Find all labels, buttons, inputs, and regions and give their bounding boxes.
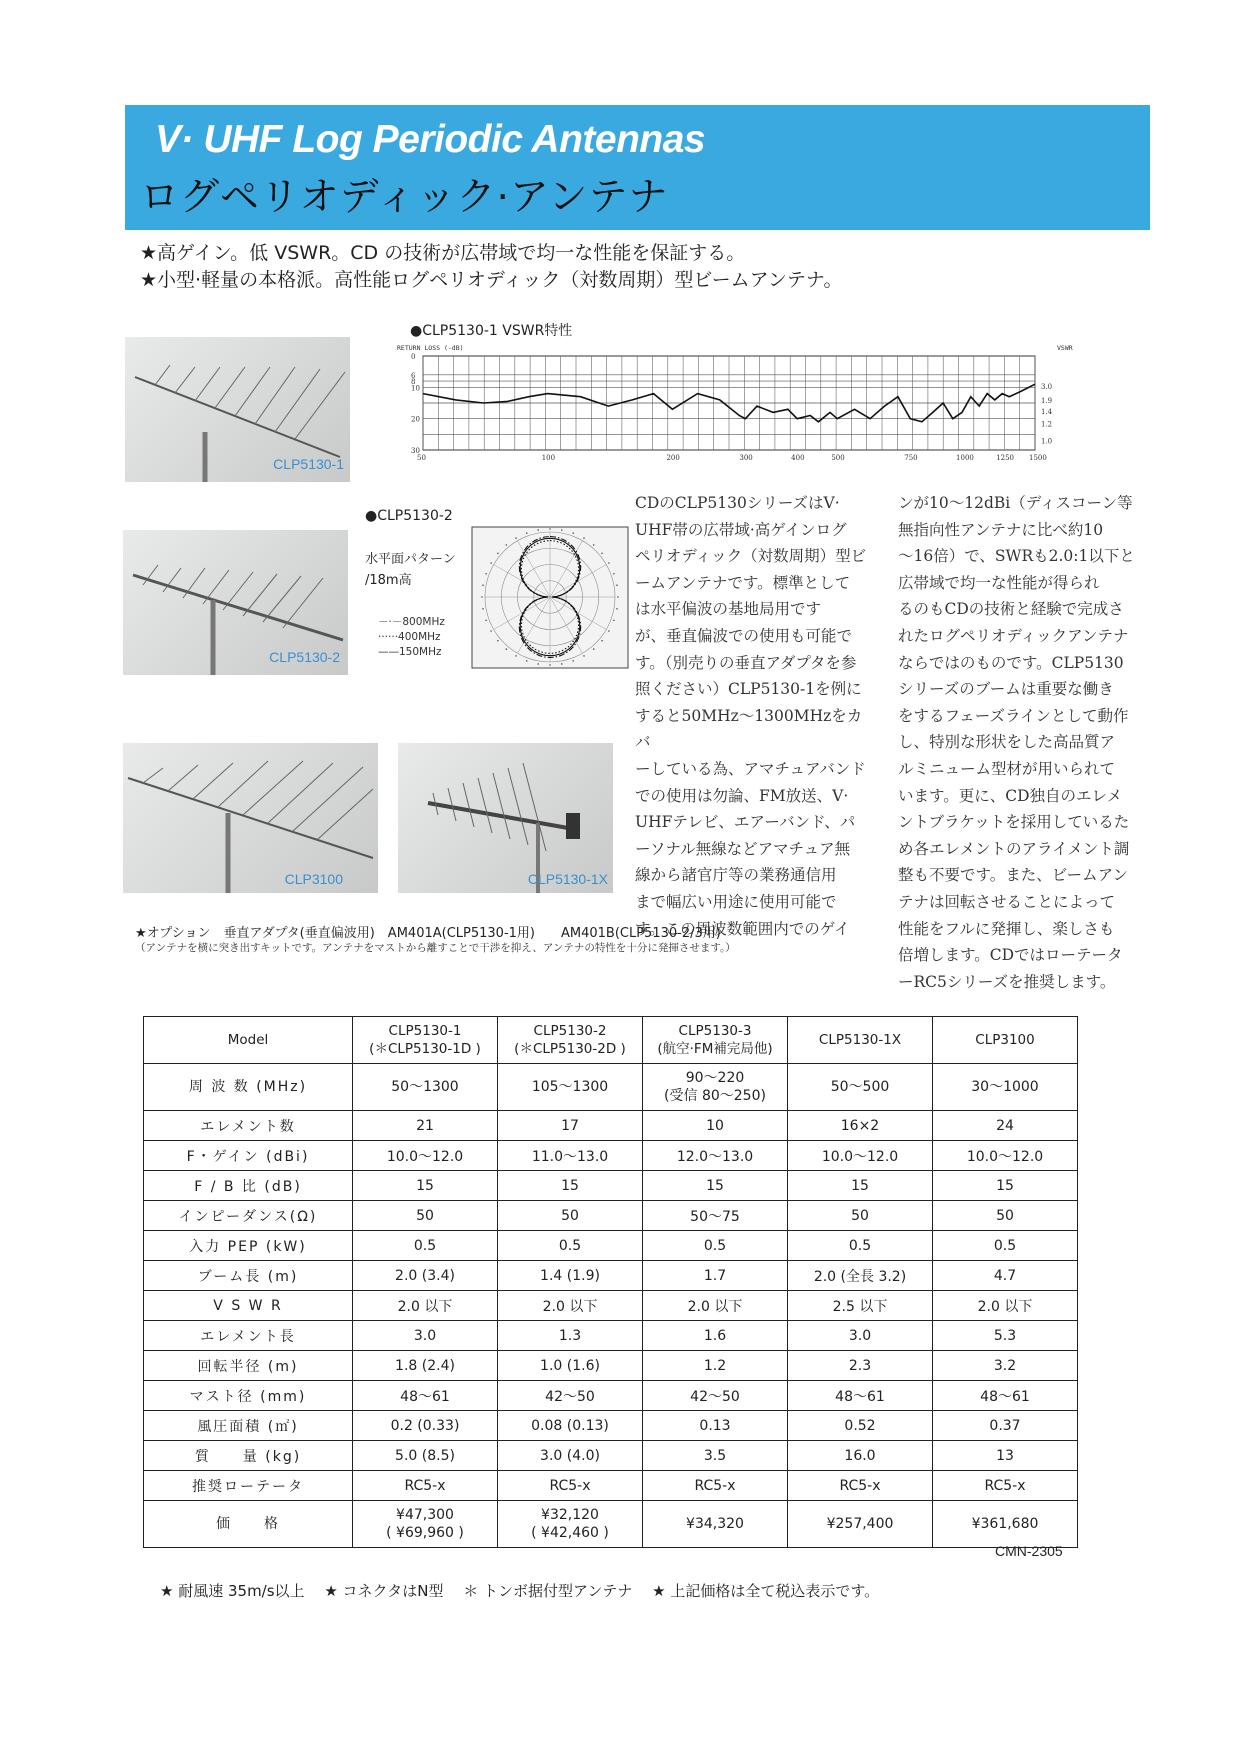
table-cell: 5.0 (8.5) xyxy=(353,1441,498,1471)
row-label: 質 量 (kg) xyxy=(144,1441,353,1471)
photo-caption-4: CLP5130-1X xyxy=(527,871,608,887)
table-cell: ¥257,400 xyxy=(788,1501,933,1548)
polar-tick-dot xyxy=(583,537,585,539)
polar-tick-dot xyxy=(617,596,619,598)
polar-tick-dot xyxy=(481,596,483,598)
body-text-col1-line: すると50MHz～1300MHzをカバ xyxy=(635,706,863,752)
body-text-col2-line: テナは回転させることによって xyxy=(898,892,1116,911)
table-cell: 12.0～13.0 xyxy=(643,1141,788,1171)
vswr-x-tick: 1500 xyxy=(1029,454,1047,462)
row-label: ブーム長 (m) xyxy=(144,1261,353,1291)
polar-tick-dot xyxy=(572,532,574,534)
table-cell: 42～50 xyxy=(498,1381,643,1411)
body-text-col1-line: ーソナル無線などアマチュア無 xyxy=(635,839,851,858)
table-cell: 105～1300 xyxy=(498,1064,643,1111)
table-cell: ¥361,680 xyxy=(933,1501,1078,1548)
polar-tick-dot xyxy=(549,528,551,530)
model-cell: CLP5130-3 (航空·FM補完局他) xyxy=(643,1017,788,1064)
table-cell: 50 xyxy=(788,1201,933,1231)
table-row xyxy=(144,1231,1078,1261)
table-cell: 1.2 xyxy=(643,1351,788,1381)
table-cell: 15 xyxy=(353,1171,498,1201)
table-cell: 3.2 xyxy=(933,1351,1078,1381)
table-cell: 2.0 以下 xyxy=(498,1291,643,1321)
vswr-right-label: VSWR xyxy=(1057,344,1073,352)
table-row xyxy=(144,1321,1078,1351)
polar-tick-dot xyxy=(601,640,603,642)
table-cell: RC5-x xyxy=(643,1471,788,1501)
polar-tick-dot xyxy=(613,573,615,575)
vswr-x-tick: 1000 xyxy=(956,454,974,462)
table-cell: 0.52 xyxy=(788,1411,933,1441)
spec-table xyxy=(143,1016,1078,1548)
model-cell: CLP5130-2 (＊CLP5130-2D ) xyxy=(498,1017,643,1064)
row-label: 価 格 xyxy=(144,1501,353,1548)
table-cell: 42～50 xyxy=(643,1381,788,1411)
table-cell: ¥34,320 xyxy=(643,1501,788,1548)
vswr-x-tick: 1250 xyxy=(996,454,1015,462)
body-text-col2-line: 倍増します。CDではローテータ xyxy=(898,946,1123,965)
table-cell: 5.3 xyxy=(933,1321,1078,1351)
table-cell: 48～61 xyxy=(353,1381,498,1411)
body-text-col2-line: ならではのものです。CLP5130 xyxy=(898,653,1124,672)
photo-caption-1: CLP5130-1 xyxy=(273,456,344,472)
table-cell: 90～220 (受信 80～250) xyxy=(643,1064,788,1111)
polar-tick-dot xyxy=(549,664,551,666)
table-cell: RC5-x xyxy=(788,1471,933,1501)
polar-tick-dot xyxy=(497,552,499,554)
polar-tick-dot xyxy=(490,562,492,564)
table-cell: 50～500 xyxy=(788,1064,933,1111)
table-cell: 50～75 xyxy=(643,1201,788,1231)
polar-subtitle-2: /18m高 xyxy=(365,573,412,588)
vswr-y-tick: 6 xyxy=(411,371,416,380)
body-text-col1-line: す。（別売りの垂直アダプタを参 xyxy=(635,653,857,672)
vswr-y2-tick: 1.9 xyxy=(1041,396,1053,405)
polar-tick-dot xyxy=(537,663,539,665)
polar-tick-dot xyxy=(616,584,618,586)
table-cell: 50 xyxy=(353,1201,498,1231)
polar-tick-dot xyxy=(482,608,484,610)
body-text-col2-line: ーRC5シリーズを推奨します。 xyxy=(898,972,1116,991)
table-cell: 3.5 xyxy=(643,1441,788,1471)
polar-tick-dot xyxy=(572,660,574,662)
table-cell: 0.08 (0.13) xyxy=(498,1411,643,1441)
table-row xyxy=(144,1291,1078,1321)
polar-chart-svg xyxy=(470,525,630,670)
polar-tick-dot xyxy=(537,529,539,531)
vswr-y2-tick: 3.0 xyxy=(1041,382,1053,391)
table-cell: 0.5 xyxy=(933,1231,1078,1261)
table-cell: 1.4 (1.9) xyxy=(498,1261,643,1291)
feature-line-1: ★高ゲイン。低 VSWR。CD の技術が広帯域で均一な性能を保証する。 xyxy=(140,242,746,264)
table-cell: RC5-x xyxy=(353,1471,498,1501)
body-text-col2-line: し、特別な形状をした高品質ア xyxy=(898,733,1116,752)
vswr-chart-svg xyxy=(395,338,1095,468)
table-cell: 1.8 (2.4) xyxy=(353,1351,498,1381)
table-cell: 30～1000 xyxy=(933,1064,1078,1111)
body-text-col2-line: います。更に、CD独自のエレメ xyxy=(898,786,1123,805)
body-text-col1-line: まで幅広い用途に使用可能で xyxy=(635,892,837,911)
body-text-col1-line: UHF帯の広帯域·高ゲインログ xyxy=(635,520,847,539)
table-cell: 2.0 以下 xyxy=(933,1291,1078,1321)
table-cell: 2.0 (3.4) xyxy=(353,1261,498,1291)
polar-chart xyxy=(470,525,630,670)
photo-clp5130-2 xyxy=(123,530,348,675)
table-cell: 0.13 xyxy=(643,1411,788,1441)
table-cell: 21 xyxy=(353,1111,498,1141)
table-cell: 2.0 以下 xyxy=(643,1291,788,1321)
table-cell: 10 xyxy=(643,1111,788,1141)
vswr-chart-title: ●CLP5130-1 VSWR特性 xyxy=(410,323,573,339)
body-text-col1-line: での使用は勿論、FM放送、V· xyxy=(635,786,849,805)
polar-tick-dot xyxy=(485,619,487,621)
vswr-y-tick: 8 xyxy=(411,378,416,387)
vswr-y-tick: 20 xyxy=(411,415,420,424)
body-text-col2-line: 整も不要です。また、ビームアン xyxy=(898,866,1129,885)
body-text-col2-line: ルミニューム型材が用いられて xyxy=(898,759,1116,778)
polar-section-title: ●CLP5130-2 xyxy=(365,508,453,524)
table-row xyxy=(144,1441,1078,1471)
model-cell: CLP3100 xyxy=(933,1017,1078,1064)
table-cell: 3.0 xyxy=(353,1321,498,1351)
polar-tick-dot xyxy=(561,529,563,531)
table-cell: 0.5 xyxy=(788,1231,933,1261)
body-text-col2-line: 広帯域で均一な性能が得られ xyxy=(898,573,1100,592)
vswr-x-tick: 50 xyxy=(417,454,426,462)
row-label: 入力 PEP (kW) xyxy=(144,1231,353,1261)
body-text-column-1 xyxy=(635,490,875,942)
table-cell: RC5-x xyxy=(498,1471,643,1501)
table-cell: 11.0～13.0 xyxy=(498,1141,643,1171)
table-cell: 15 xyxy=(788,1171,933,1201)
table-cell: 50 xyxy=(933,1201,1078,1231)
title-english: V· UHF Log Periodic Antennas xyxy=(155,118,706,161)
table-cell: 3.0 xyxy=(788,1321,933,1351)
polar-tick-dot xyxy=(561,663,563,665)
polar-tick-dot xyxy=(616,608,618,610)
polar-tick-dot xyxy=(490,630,492,632)
body-text-col1-line: UHFテレビ、エアーバンド、パ xyxy=(635,813,856,832)
polar-tick-dot xyxy=(485,573,487,575)
polar-legend xyxy=(378,615,445,660)
model-header: Model xyxy=(144,1017,353,1064)
table-cell: 0.37 xyxy=(933,1411,1078,1441)
table-cell: 50～1300 xyxy=(353,1064,498,1111)
table-cell: 10.0～12.0 xyxy=(788,1141,933,1171)
row-label: 風圧面積 (㎡) xyxy=(144,1411,353,1441)
legend-400mhz: ······400MHz xyxy=(378,631,441,643)
body-text-col2-line: ントブラケットを採用しているた xyxy=(898,813,1130,832)
model-cell: CLP5130-1X xyxy=(788,1017,933,1064)
vswr-x-tick: 500 xyxy=(831,454,845,462)
table-row xyxy=(144,1351,1078,1381)
table-cell: 0.5 xyxy=(353,1231,498,1261)
table-cell: RC5-x xyxy=(933,1471,1078,1501)
row-label: 周 波 数 (MHz) xyxy=(144,1064,353,1111)
polar-tick-dot xyxy=(515,537,517,539)
title-japanese: ログペリオディック·アンテナ xyxy=(140,175,669,220)
body-text-col2-line: るのもCDの技術と経験で完成さ xyxy=(898,600,1124,619)
table-cell: 16×2 xyxy=(788,1111,933,1141)
vswr-x-tick: 100 xyxy=(541,454,556,462)
table-header-row xyxy=(144,1017,1078,1064)
table-cell: 15 xyxy=(933,1171,1078,1201)
option-line-2: （アンテナを横に突き出すキットです。アンテナをマストから離すことで干渉を抑え、アンテナの特性を十分に発揮させます。） xyxy=(135,942,736,954)
row-label: エレメント長 xyxy=(144,1321,353,1351)
row-label: 回転半径 (m) xyxy=(144,1351,353,1381)
vswr-left-label: RETURN LOSS (-dB) xyxy=(397,344,464,352)
polar-tick-dot xyxy=(482,584,484,586)
row-label: マスト径 (mm) xyxy=(144,1381,353,1411)
table-cell: 0.2 (0.33) xyxy=(353,1411,498,1441)
table-row xyxy=(144,1261,1078,1291)
option-line-1: ★オプション 垂直アダプタ(垂直偏波用) AM401A(CLP5130-1用) AM401B(CLP5130-2/3用) xyxy=(135,926,721,941)
table-cell: 10.0～12.0 xyxy=(353,1141,498,1171)
vswr-chart xyxy=(395,338,1095,468)
legend-800mhz: －·－800MHz xyxy=(378,616,445,628)
polar-tick-dot xyxy=(608,562,610,564)
body-text-col1-line: ペリオディック（対数周期）型ビ xyxy=(635,547,867,566)
row-label: F / B 比 (dB) xyxy=(144,1171,353,1201)
polar-tick-dot xyxy=(593,648,595,650)
table-cell: 15 xyxy=(643,1171,788,1201)
document-code: CMN-2305 xyxy=(995,1543,1063,1559)
vswr-y-tick: 30 xyxy=(411,447,420,455)
table-cell: 48～61 xyxy=(933,1381,1078,1411)
polar-tick-dot xyxy=(505,648,507,650)
footer-notes: ★ 耐風速 35m/s以上 ★ コネクタはN型 ＊ トンボ据付型アンテナ ★ 上記価格は全て税込表示です。 xyxy=(160,1582,880,1600)
body-text-col2-line: ンが10～12dBi（ディスコーン等 xyxy=(898,494,1133,512)
row-label: F・ゲイン (dBi) xyxy=(144,1141,353,1171)
photo-clp5130-1x xyxy=(398,743,613,893)
vswr-x-tick: 300 xyxy=(739,454,753,462)
table-row xyxy=(144,1411,1078,1441)
polar-tick-dot xyxy=(497,640,499,642)
polar-tick-dot xyxy=(505,544,507,546)
table-cell: 1.0 (1.6) xyxy=(498,1351,643,1381)
table-cell: 17 xyxy=(498,1111,643,1141)
row-label: 推奨ローテータ xyxy=(144,1471,353,1501)
photo-clp5130-1 xyxy=(125,337,350,482)
vswr-x-tick: 400 xyxy=(791,454,805,462)
table-cell: 0.5 xyxy=(498,1231,643,1261)
vswr-y2-tick: 1.4 xyxy=(1041,407,1053,416)
body-text-column-2 xyxy=(898,490,1143,995)
body-text-col1-line: は水平偏波の基地局用です xyxy=(635,600,822,619)
table-row xyxy=(144,1141,1078,1171)
table-cell: 48～61 xyxy=(788,1381,933,1411)
table-row xyxy=(144,1111,1078,1141)
row-label: エレメント数 xyxy=(144,1111,353,1141)
body-text-col1-line: が、垂直偏波での使用も可能で xyxy=(635,626,853,645)
table-row-frequency xyxy=(144,1064,1078,1111)
body-text-col2-line: れたログペリオディックアンテナ xyxy=(898,626,1129,645)
vswr-x-tick: 200 xyxy=(666,454,680,462)
polar-subtitle-1: 水平面パターン xyxy=(365,552,456,567)
body-text-col1-line: す。この周波数範囲内でのゲイ xyxy=(635,919,850,938)
polar-tick-dot xyxy=(593,544,595,546)
spec-table-body xyxy=(144,1111,1078,1501)
table-cell: 4.7 xyxy=(933,1261,1078,1291)
table-cell: 50 xyxy=(498,1201,643,1231)
photo-caption-3: CLP3100 xyxy=(284,871,343,887)
table-cell: 2.0 以下 xyxy=(353,1291,498,1321)
table-cell: 1.7 xyxy=(643,1261,788,1291)
table-row-price xyxy=(144,1501,1078,1548)
table-cell: 10.0～12.0 xyxy=(933,1141,1078,1171)
table-cell: 2.3 xyxy=(788,1351,933,1381)
photo-caption-2: CLP5130-2 xyxy=(269,649,340,665)
body-text-col2-line: をするフェーズラインとして動作 xyxy=(898,706,1129,725)
table-cell: ¥47,300 ( ¥69,960 ) xyxy=(353,1501,498,1548)
body-text-col2-line: 無指向性アンテナに比べ約10 xyxy=(898,520,1104,539)
body-text-col1-line: 照ください）CLP5130-1を例に xyxy=(635,680,862,699)
legend-150mhz: ——150MHz xyxy=(378,646,442,658)
body-text-col2-line: め各エレメントのアライメント調 xyxy=(898,839,1130,858)
polar-tick-dot xyxy=(613,619,615,621)
table-row xyxy=(144,1471,1078,1501)
table-cell: ¥32,120 ( ¥42,460 ) xyxy=(498,1501,643,1548)
body-text-col1-line: 線から諸官庁等の業務通信用 xyxy=(635,866,837,885)
table-cell: 2.5 以下 xyxy=(788,1291,933,1321)
body-text-col1-line: ーしている為、アマチュアバンド xyxy=(635,759,866,778)
table-cell: 0.5 xyxy=(643,1231,788,1261)
polar-tick-dot xyxy=(526,660,528,662)
body-text-col1-line: ームアンテナです。標準として xyxy=(635,573,851,592)
row-label: V S W R xyxy=(144,1291,353,1321)
vswr-y-tick: 10 xyxy=(411,384,420,393)
model-cell: CLP5130-1 (＊CLP5130-1D ) xyxy=(353,1017,498,1064)
polar-tick-dot xyxy=(515,655,517,657)
vswr-y2-tick: 1.0 xyxy=(1041,437,1053,446)
table-row xyxy=(144,1171,1078,1201)
row-label: インピーダンス(Ω) xyxy=(144,1201,353,1231)
table-row xyxy=(144,1201,1078,1231)
vswr-x-tick: 750 xyxy=(904,454,918,462)
table-cell: 3.0 (4.0) xyxy=(498,1441,643,1471)
photo-clp3100 xyxy=(123,743,378,893)
body-text-col2-line: 性能をフルに発揮し、楽しさも xyxy=(898,919,1115,938)
table-cell: 1.6 xyxy=(643,1321,788,1351)
table-cell: 2.0 (全長 3.2) xyxy=(788,1261,933,1291)
table-cell: 15 xyxy=(498,1171,643,1201)
polar-tick-dot xyxy=(526,532,528,534)
feature-line-2: ★小型·軽量の本格派。高性能ログペリオディック（対数周期）型ビームアンテナ。 xyxy=(140,269,843,291)
table-cell: 1.3 xyxy=(498,1321,643,1351)
body-text-col2-line: ～16倍）で、SWRも2.0:1以下と xyxy=(898,547,1135,566)
vswr-y-tick: 0 xyxy=(411,353,416,361)
body-text-col1-line: CDのCLP5130シリーズはV· xyxy=(635,494,840,512)
polar-tick-dot xyxy=(583,655,585,657)
table-cell: 24 xyxy=(933,1111,1078,1141)
table-cell: 16.0 xyxy=(788,1441,933,1471)
table-row xyxy=(144,1381,1078,1411)
body-text-col2-line: シリーズのブームは重要な働き xyxy=(898,680,1114,699)
vswr-y2-tick: 1.2 xyxy=(1041,420,1053,429)
polar-tick-dot xyxy=(608,630,610,632)
polar-tick-dot xyxy=(601,552,603,554)
table-cell: 13 xyxy=(933,1441,1078,1471)
